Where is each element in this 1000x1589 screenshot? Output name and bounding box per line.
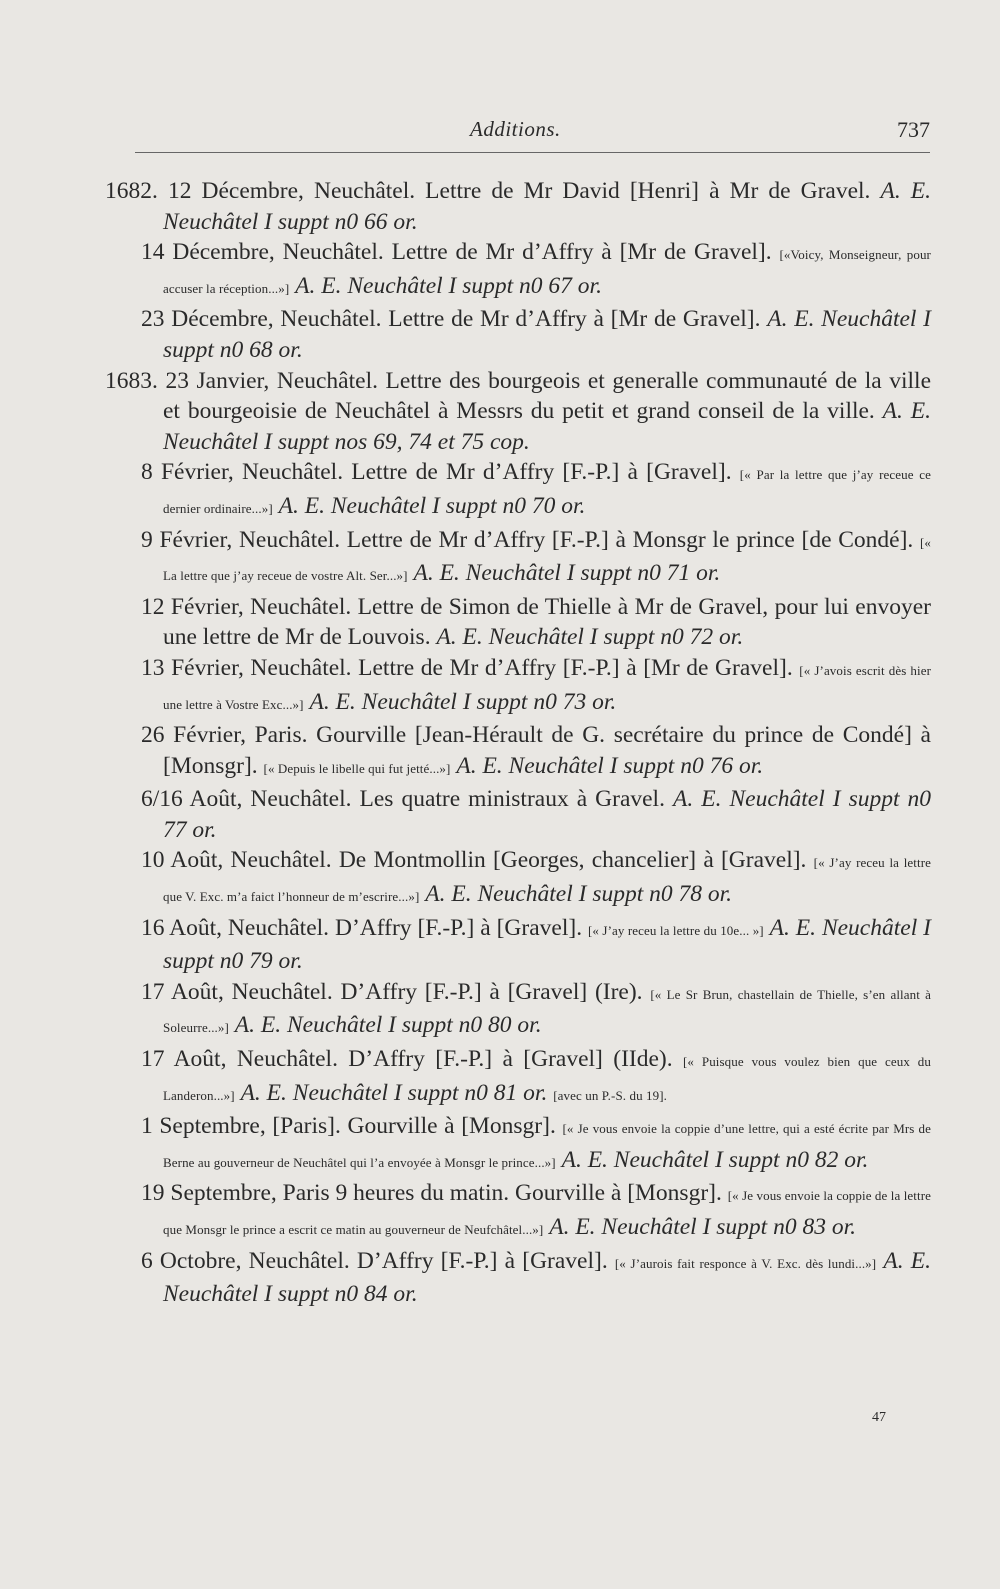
entry-head: 14 Décembre, Neuchâtel. Lettre de Mr d’Affry à [Mr de Gravel]. — [141, 239, 772, 266]
entry-reference: A. E. Neuchâtel I suppt n0 83 or. — [549, 1214, 856, 1240]
entry-head: 10 Août, Neuchâtel. De Montmollin [Georges, chancelier] à [Gravel]. — [141, 847, 807, 874]
entry-10 — [105, 784, 931, 845]
page-number: 737 — [897, 117, 930, 142]
entry-reference: A. E. Neuchâtel I suppt nos 69, 74 et 75 cop. — [163, 398, 931, 455]
entry-12 — [105, 913, 931, 977]
entry-quote: [« La lettre que j’ay receue de vostre Alt. Ser...»] — [163, 534, 932, 584]
entry-head: 16 Août, Neuchâtel. D’Affry [F.-P.] à [Gravel]. — [141, 914, 583, 941]
entry-4 — [105, 366, 931, 458]
entry-6 — [105, 525, 931, 592]
entry-year: 1683. — [105, 367, 158, 394]
entry-reference: A. E. Neuchâtel I suppt n0 70 or. — [278, 492, 586, 519]
entry-14 — [105, 1044, 931, 1111]
entry-15 — [105, 1111, 931, 1178]
entry-quote: [« Puisque vous voulez bien que ceux du Landeron...»] — [163, 1054, 932, 1103]
entries-list — [105, 176, 931, 1310]
entry-quote: [« Par la lettre que j’ay receue ce dernier ordinaire...»] — [163, 467, 931, 516]
entry-head: 6/16 Août, Neuchâtel. Les quatre ministraux à Gravel. — [141, 786, 665, 813]
entry-reference: A. E. Neuchâtel I suppt n0 71 or. — [413, 560, 721, 587]
entry-head: 1 Septembre, [Paris]. Gourville à [Monsgr]. — [141, 1113, 556, 1140]
entry-5 — [105, 457, 931, 524]
section-title: Additions. — [470, 117, 561, 141]
entry-head: 8 Février, Neuchâtel. Lettre de Mr d’Affry [F.-P.] à [Gravel]. — [141, 459, 732, 486]
entry-quote: [« Je vous envoie la coppie de la lettre que Monsgr le prince a escrit ce matin au gouverneur de Neufchâtel...»] — [163, 1188, 931, 1237]
entry-head: 23 Janvier, Neuchâtel. Lettre des bourgeois et generalle communauté de la ville et bourgeoisie de Neuchâtel à Messrs du petit et grand conseil de la ville. — [163, 367, 932, 425]
entry-16 — [105, 1178, 931, 1245]
entry-head: 17 Août, Neuchâtel. D’Affry [F.-P.] à [Gravel] (Ire). — [141, 978, 643, 1005]
entry-head: 23 Décembre, Neuchâtel. Lettre de Mr d’Affry à [Mr de Gravel]. — [141, 306, 761, 333]
entry-year: 1682. — [105, 178, 158, 204]
signature-mark: 47 — [872, 1410, 886, 1425]
entry-reference: A. E. Neuchâtel I suppt n0 66 or. — [163, 178, 931, 235]
entry-1 — [105, 176, 931, 237]
entry-reference: A. E. Neuchâtel I suppt n0 78 or. — [425, 881, 733, 908]
entry-reference: A. E. Neuchâtel I suppt n0 79 or. — [163, 914, 931, 975]
entry-head: 19 Septembre, Paris 9 heures du matin. Gourville à [Monsgr]. — [141, 1180, 722, 1207]
entry-head: 6 Octobre, Neuchâtel. D’Affry [F.-P.] à [Gravel]. — [141, 1247, 608, 1274]
running-header — [135, 117, 930, 147]
entry-quote: [« J’avois escrit dès hier une lettre à Vostre Exc...»] — [163, 662, 932, 712]
entry-reference: A. E. Neuchâtel I suppt n0 67 or. — [295, 272, 602, 299]
entry-reference: A. E. Neuchâtel I suppt n0 68 or. — [163, 306, 932, 363]
entry-reference: A. E. Neuchâtel I suppt n0 77 or. — [163, 786, 932, 843]
entry-reference: A. E. Neuchâtel I suppt n0 80 or. — [234, 1012, 542, 1039]
entry-head: 26 Février, Paris. Gourville [Jean-Hérault de G. secrétaire du prince de Condé] à [Monsgr]. — [141, 722, 931, 779]
entry-reference: A. E. Neuchâtel I suppt n0 73 or. — [309, 688, 617, 715]
entry-head: 17 Août, Neuchâtel. D’Affry [F.-P.] à [Gravel] (IIde). — [141, 1046, 673, 1073]
entry-reference: A. E. Neuchâtel I suppt n0 84 or. — [163, 1247, 931, 1308]
entry-quote: [« Je vous envoie la coppie d’une lettre, qui a esté écrite par Mrs de Berne au gouverneur de Neuchâtel qui l’a envoyée à Monsgr le prince...»] — [163, 1121, 931, 1170]
entry-13 — [105, 977, 931, 1044]
entry-2 — [105, 237, 931, 304]
entry-head: 9 Février, Neuchâtel. Lettre de Mr d’Affry [F.-P.] à Monsgr le prince [de Condé]. — [141, 526, 914, 553]
entry-quote: [« Depuis le libelle qui fut jetté...»] — [263, 760, 451, 776]
entry-head: 13 Février, Neuchâtel. Lettre de Mr d’Affry [F.-P.] à [Mr de Gravel]. — [141, 654, 793, 681]
entry-quote: [« J’aurois fait responce à V. Exc. dès lundi...»] — [614, 1255, 877, 1271]
entry-quote: [« J’ay receu la lettre que V. Exc. m’a faict l’honneur de m’escrire...»] — [163, 855, 932, 905]
entry-note: [avec un P.-S. du 19]. — [553, 1087, 668, 1103]
entry-reference: A. E. Neuchâtel I suppt n0 76 or. — [456, 752, 764, 779]
header-rule — [135, 152, 930, 153]
entry-head: 12 Décembre, Neuchâtel. Lettre de Mr David [Henri] à Mr de Gravel. — [167, 178, 871, 204]
entry-reference: A. E. Neuchâtel I suppt n0 72 or. — [436, 624, 744, 651]
entry-17 — [105, 1246, 931, 1310]
entry-7 — [105, 592, 931, 653]
entry-quote: [« Le Sr Brun, chastellain de Thielle, s’en allant à Soleurre...»] — [163, 986, 932, 1036]
entry-quote: [«Voicy, Monseigneur, pour accuser la réception...»] — [163, 247, 931, 296]
entry-8 — [105, 653, 931, 720]
entry-reference: A. E. Neuchâtel I suppt n0 81 or. — [240, 1079, 548, 1106]
entry-3 — [105, 304, 931, 365]
entry-11 — [105, 845, 931, 912]
entry-quote: [« J’ay receu la lettre du 10e... »] — [588, 922, 764, 938]
entry-reference: A. E. Neuchâtel I suppt n0 82 or. — [561, 1146, 869, 1173]
entry-head: 12 Février, Neuchâtel. Lettre de Simon de Thielle à Mr de Gravel, pour lui envoyer une lettre de Mr de Louvois. — [141, 593, 931, 651]
entry-9 — [105, 720, 931, 784]
